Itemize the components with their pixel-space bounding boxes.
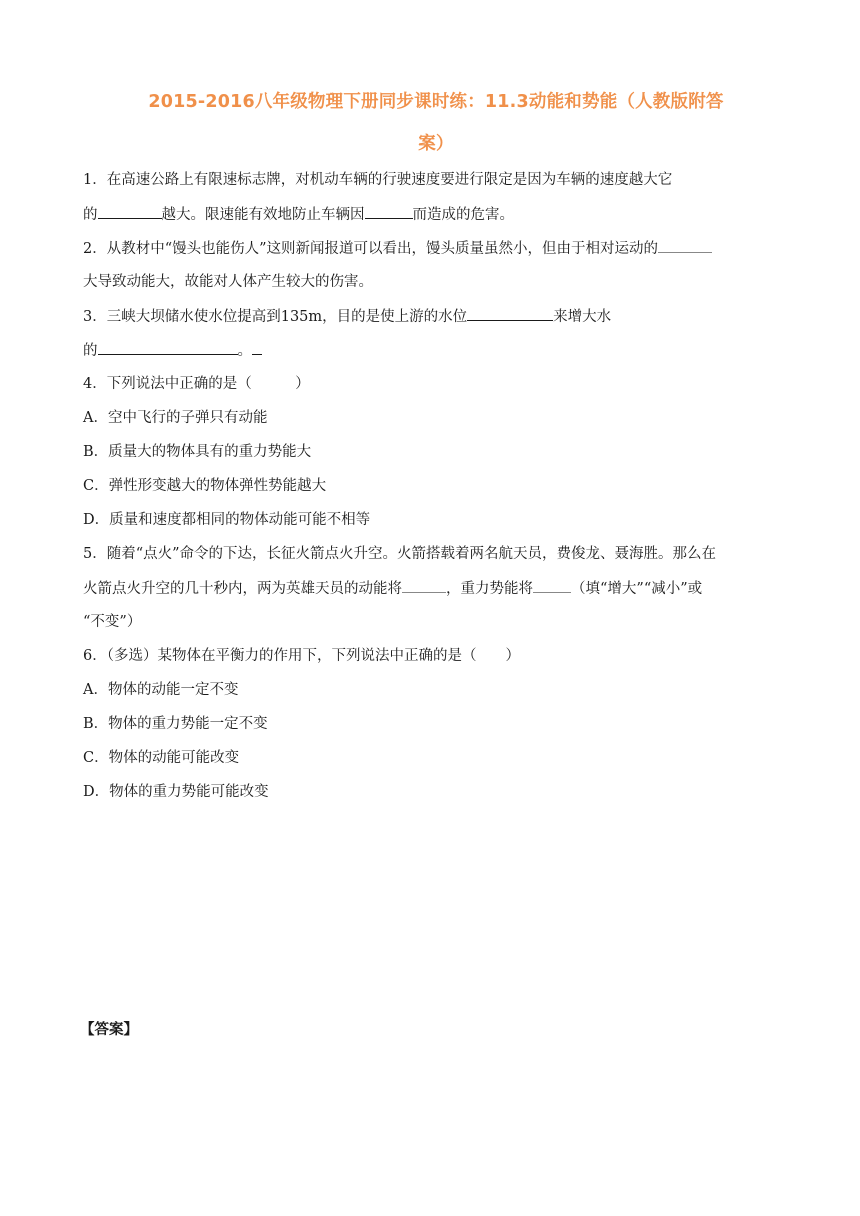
question-3-text-d: 。: [237, 343, 252, 359]
question-2-blank: [658, 239, 712, 253]
question-3-blank-tail: [252, 341, 262, 355]
question-4-option-c: C．弹性形变越大的物体弹性势能越大: [83, 478, 327, 494]
question-5-text-c: ，重力势能将: [446, 581, 533, 597]
question-5-text-d: （填“增大”“减小”或: [571, 581, 703, 597]
question-3-text-b: 来增大水: [553, 309, 612, 325]
question-5-line-1: 5．随着“点火”命令的下达，长征火箭点火升空。火箭搭载着两名航天员，费俊龙、聂海胜。那么在: [83, 546, 717, 562]
question-5-line-3: “不变”）: [83, 614, 142, 630]
question-3-text-c: 的: [83, 343, 98, 359]
question-4-option-b: B．质量大的物体具有的重力势能大: [83, 444, 312, 460]
question-6-stem: 6．（多选）某物体在平衡力的作用下，下列说法中正确的是（ ）: [83, 648, 520, 664]
question-3-line-1: [83, 307, 611, 326]
question-4-option-a: A．空中飞行的子弹只有动能: [83, 410, 268, 426]
question-3-line-2: [83, 341, 262, 360]
question-2-line-1: [83, 239, 712, 258]
question-1-blank-1: [98, 205, 162, 219]
question-5-line-2: [83, 579, 702, 598]
question-2-line-2: 大导致动能大，故能对人体产生较大的伤害。: [83, 274, 373, 290]
question-6-option-b: B．物体的重力势能一定不变: [83, 716, 268, 732]
question-6-option-c: C．物体的动能可能改变: [83, 750, 240, 766]
question-3-blank-1: [467, 307, 553, 321]
question-1-text-d: 而造成的危害。: [412, 207, 514, 223]
question-3-text-a: 3．三峡大坝储水使水位提高到135m，目的是使上游的水位: [83, 309, 468, 325]
question-4-stem: 4．下列说法中正确的是（ ）: [83, 376, 310, 392]
question-1-text-c: 越大。限速能有效地防止车辆因: [161, 207, 365, 223]
question-3-blank-2: [98, 341, 238, 355]
question-1-line-1: 1．在高速公路上有限速标志牌，对机动车辆的行驶速度要进行限定是因为车辆的速度越大它: [83, 172, 673, 188]
question-5-text-b: 火箭点火升空的几十秒内，两为英雄天员的动能将: [83, 581, 402, 597]
question-5-blank-1: [402, 579, 446, 593]
question-6-option-a: A．物体的动能一定不变: [83, 682, 239, 698]
question-4-option-d: D．质量和速度都相同的物体动能可能不相等: [83, 512, 371, 528]
document-title-line-1: 2015-2016八年级物理下册同步课时练：11.3动能和势能（人教版附答: [148, 92, 724, 112]
question-2-text-a: 2．从教材中“馒头也能伤人”这则新闻报道可以看出，馒头质量虽然小，但由于相对运动的: [83, 241, 659, 257]
question-1-blank-2: [365, 205, 413, 219]
document-title-line-2: 案）: [418, 134, 454, 154]
question-5-blank-2: [533, 579, 571, 593]
question-6-option-d: D．物体的重力势能可能改变: [83, 784, 269, 800]
question-1-text-b: 的: [83, 207, 98, 223]
answer-heading: 【答案】: [80, 1022, 138, 1038]
question-1-line-2: [83, 205, 514, 224]
